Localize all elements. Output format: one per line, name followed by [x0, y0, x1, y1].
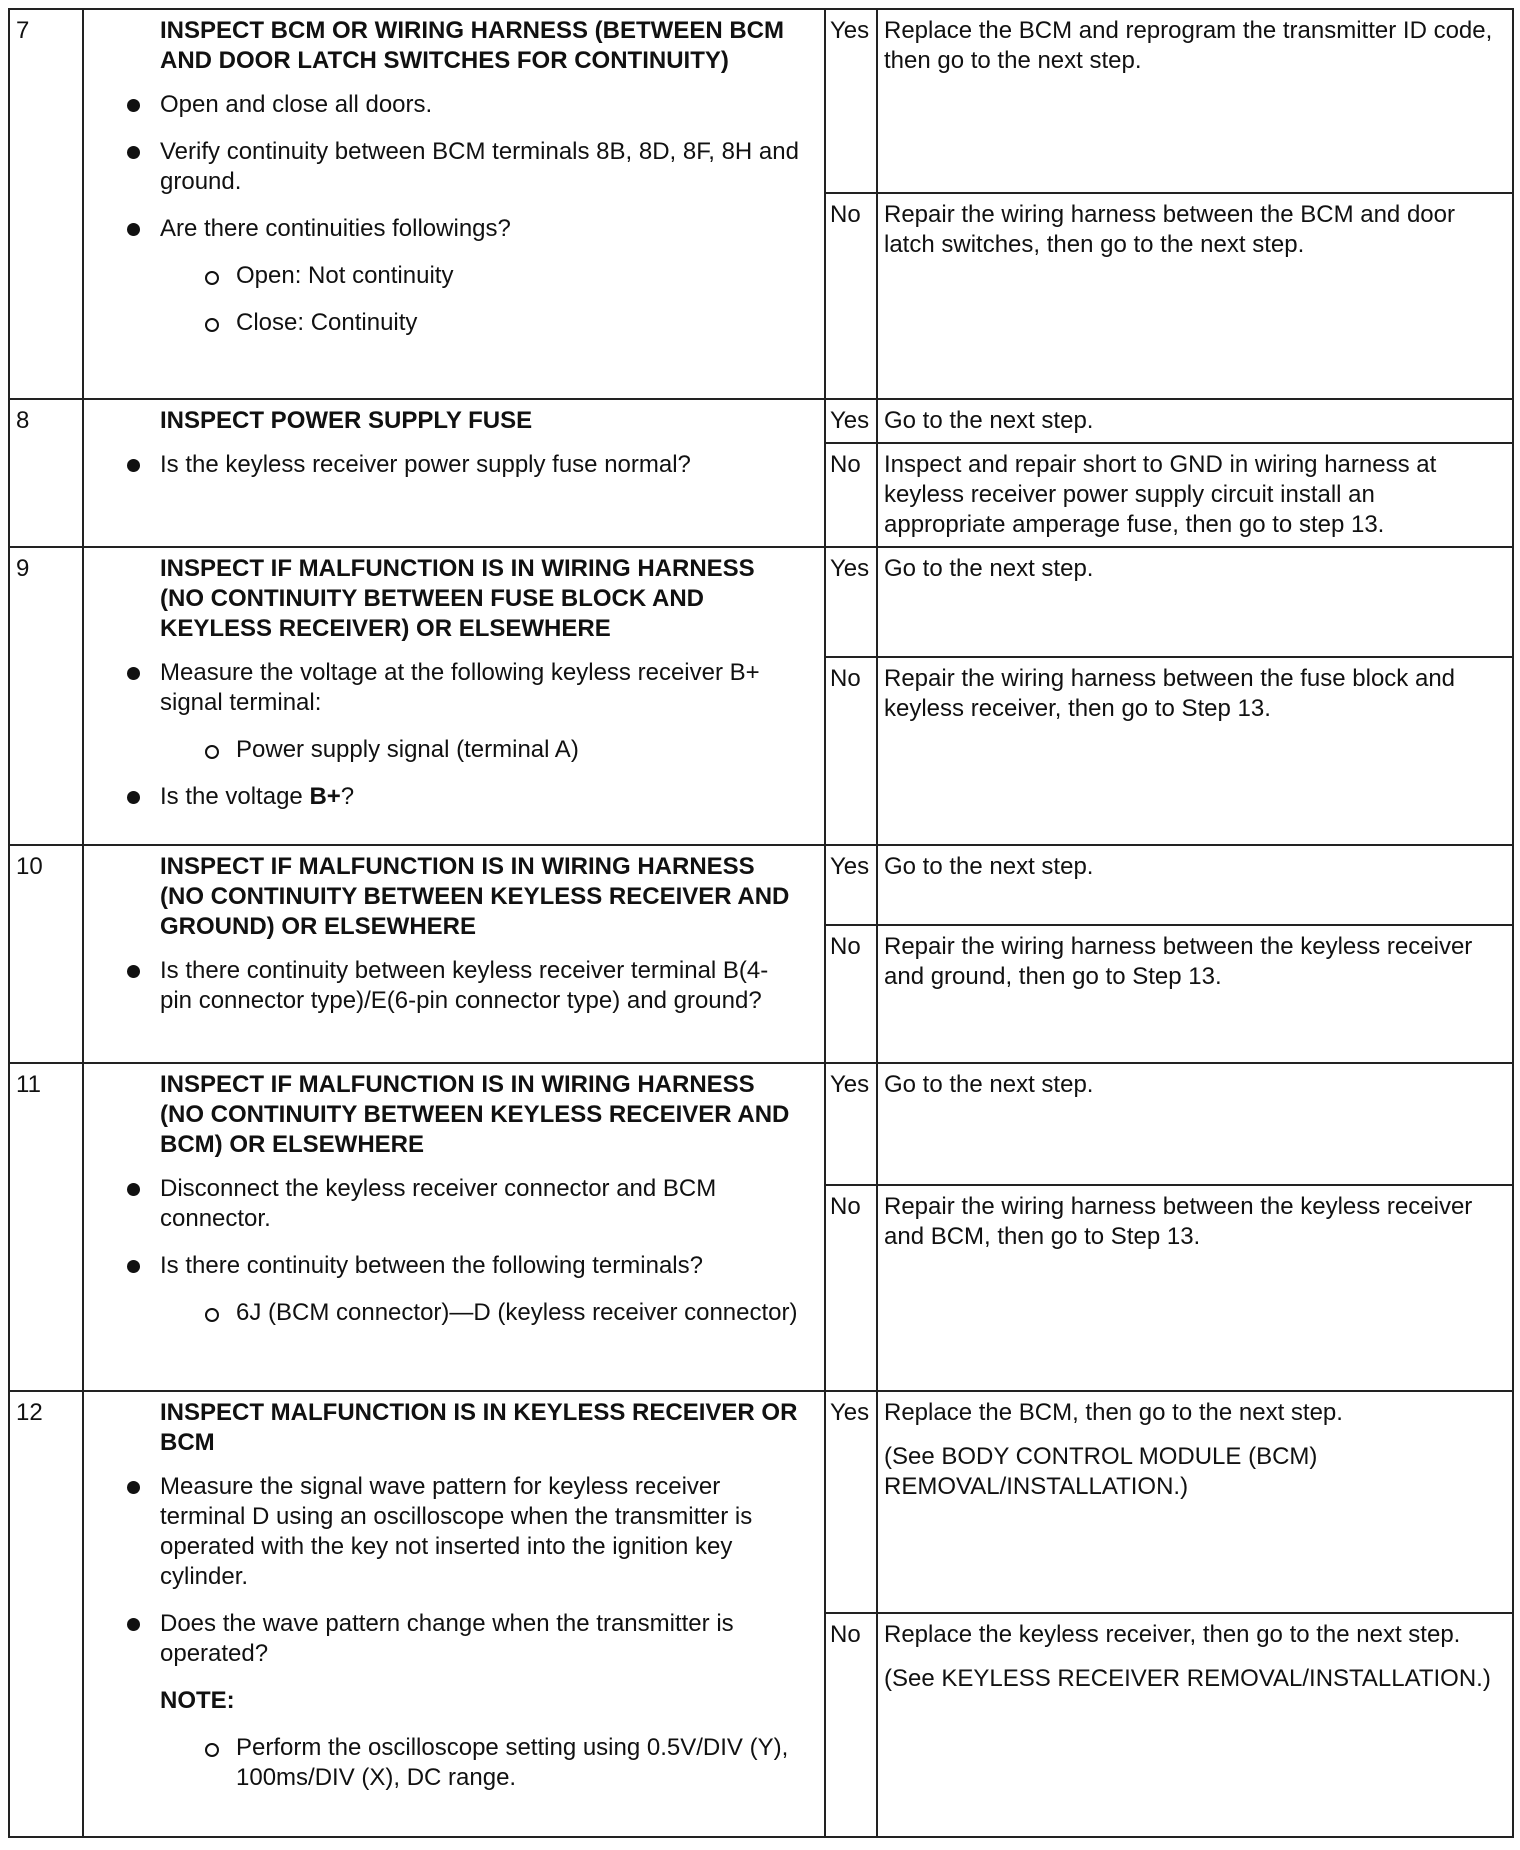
- yes-label: Yes: [825, 1063, 877, 1185]
- step-number: 7: [9, 9, 83, 399]
- yes-label: Yes: [825, 9, 877, 193]
- bullet-item: Does the wave pattern change when the transmitter is operated?: [160, 1609, 800, 1669]
- sub-bullet-item: Perform the oscilloscope setting using 0.5V/DIV (Y), 100ms/DIV (X), DC range.: [236, 1733, 800, 1793]
- step-row: [9, 9, 1513, 193]
- step-row: [9, 399, 1513, 443]
- step-description: [83, 399, 825, 547]
- step-row: [9, 547, 1513, 657]
- circle-bullet-icon: [205, 271, 219, 285]
- bullet-item: Is there continuity between keyless receiver terminal B(4-pin connector type)/E(6-pin connector type) and ground?: [160, 956, 800, 1016]
- yes-action: Replace the BCM and reprogram the transmitter ID code, then go to the next step.: [877, 9, 1513, 193]
- step-description: [83, 547, 825, 845]
- circle-bullet-icon: [205, 1308, 219, 1322]
- sub-bullet-item: Close: Continuity: [236, 308, 800, 338]
- step-number: 10: [9, 845, 83, 1063]
- no-reference: (See KEYLESS RECEIVER REMOVAL/INSTALLATION.): [884, 1665, 1491, 1692]
- step-number: 12: [9, 1391, 83, 1837]
- step-heading: INSPECT IF MALFUNCTION IS IN WIRING HARNESS (NO CONTINUITY BETWEEN KEYLESS RECEIVER AND BCM) OR ELSEWHERE: [160, 1071, 790, 1158]
- no-label: No: [825, 925, 877, 1063]
- step-number: 8: [9, 399, 83, 547]
- bullet-icon: [127, 667, 140, 680]
- step-heading: INSPECT MALFUNCTION IS IN KEYLESS RECEIVER OR BCM: [160, 1399, 798, 1456]
- yes-action: [877, 1391, 1513, 1613]
- bullet-item: Are there continuities followings?: [160, 214, 800, 244]
- bullet-icon: [127, 99, 140, 112]
- no-action: Repair the wiring harness between the BCM and door latch switches, then go to the next step.: [877, 193, 1513, 399]
- bullet-icon: [127, 459, 140, 472]
- yes-label: Yes: [825, 547, 877, 657]
- no-action: Repair the wiring harness between the keyless receiver and ground, then go to Step 13.: [877, 925, 1513, 1063]
- step-heading: INSPECT BCM OR WIRING HARNESS (BETWEEN BCM AND DOOR LATCH SWITCHES FOR CONTINUITY): [160, 17, 784, 74]
- bullet-icon: [127, 965, 140, 978]
- step-number: 11: [9, 1063, 83, 1391]
- bullet-item: Is the keyless receiver power supply fuse normal?: [160, 450, 800, 480]
- no-action-text: Replace the keyless receiver, then go to the next step.: [884, 1621, 1461, 1648]
- step-description: [83, 845, 825, 1063]
- no-label: No: [825, 193, 877, 399]
- note-label: NOTE:: [160, 1687, 235, 1714]
- step-row: [9, 1063, 1513, 1185]
- circle-bullet-icon: [205, 745, 219, 759]
- diagnostic-table: [8, 8, 1514, 1838]
- no-action: [877, 1613, 1513, 1837]
- bullet-icon: [127, 791, 140, 804]
- no-label: No: [825, 1185, 877, 1391]
- bullet-item: Measure the signal wave pattern for keyless receiver terminal D using an oscilloscope when the transmitter is operated with the key not inserted into the ignition key cylinder.: [160, 1472, 800, 1592]
- yes-label: Yes: [825, 845, 877, 925]
- sub-bullet-item: Power supply signal (terminal A): [236, 735, 800, 765]
- bullet-icon: [127, 1183, 140, 1196]
- step-row: [9, 845, 1513, 925]
- sub-bullet-item: 6J (BCM connector)—D (keyless receiver connector): [236, 1298, 800, 1328]
- step-heading: INSPECT IF MALFUNCTION IS IN WIRING HARNESS (NO CONTINUITY BETWEEN FUSE BLOCK AND KEYLESS RECEIVER) OR ELSEWHERE: [160, 555, 755, 642]
- step-description: [83, 1063, 825, 1391]
- bullet-item: Disconnect the keyless receiver connector and BCM connector.: [160, 1174, 800, 1234]
- yes-label: Yes: [825, 399, 877, 443]
- step-number: 9: [9, 547, 83, 845]
- bullet-icon: [127, 146, 140, 159]
- no-label: No: [825, 657, 877, 845]
- yes-reference: (See BODY CONTROL MODULE (BCM) REMOVAL/INSTALLATION.): [884, 1443, 1318, 1500]
- bullet-icon: [127, 1481, 140, 1494]
- no-label: No: [825, 443, 877, 547]
- bullet-icon: [127, 1618, 140, 1631]
- bullet-icon: [127, 1260, 140, 1273]
- bullet-icon: [127, 223, 140, 236]
- yes-action: Go to the next step.: [877, 547, 1513, 657]
- circle-bullet-icon: [205, 1743, 219, 1757]
- bullet-item: Verify continuity between BCM terminals 8B, 8D, 8F, 8H and ground.: [160, 137, 800, 197]
- no-action: Repair the wiring harness between the keyless receiver and BCM, then go to Step 13.: [877, 1185, 1513, 1391]
- step-heading: INSPECT IF MALFUNCTION IS IN WIRING HARNESS (NO CONTINUITY BETWEEN KEYLESS RECEIVER AND GROUND) OR ELSEWHERE: [160, 853, 790, 940]
- yes-action: Go to the next step.: [877, 399, 1513, 443]
- no-action: Repair the wiring harness between the fuse block and keyless receiver, then go to Step 13.: [877, 657, 1513, 845]
- circle-bullet-icon: [205, 318, 219, 332]
- step-row: [9, 1391, 1513, 1613]
- yes-action: Go to the next step.: [877, 1063, 1513, 1185]
- yes-action: Go to the next step.: [877, 845, 1513, 925]
- diagnostic-procedure-page: [8, 8, 1512, 1848]
- bullet-item: Measure the voltage at the following keyless receiver B+ signal terminal:: [160, 658, 800, 718]
- yes-label: Yes: [825, 1391, 877, 1613]
- step-heading: INSPECT POWER SUPPLY FUSE: [160, 407, 533, 434]
- yes-action-text: Replace the BCM, then go to the next step.: [884, 1399, 1343, 1426]
- bullet-item: Is there continuity between the following terminals?: [160, 1251, 800, 1281]
- bullet-item: Is the voltage B+?: [160, 782, 800, 812]
- no-action: Inspect and repair short to GND in wiring harness at keyless receiver power supply circuit install an appropriate amperage fuse, then go to step 13.: [877, 443, 1513, 547]
- bullet-item: Open and close all doors.: [160, 90, 800, 120]
- step-description: [83, 1391, 825, 1837]
- step-description: [83, 9, 825, 399]
- no-label: No: [825, 1613, 877, 1837]
- sub-bullet-item: Open: Not continuity: [236, 261, 800, 291]
